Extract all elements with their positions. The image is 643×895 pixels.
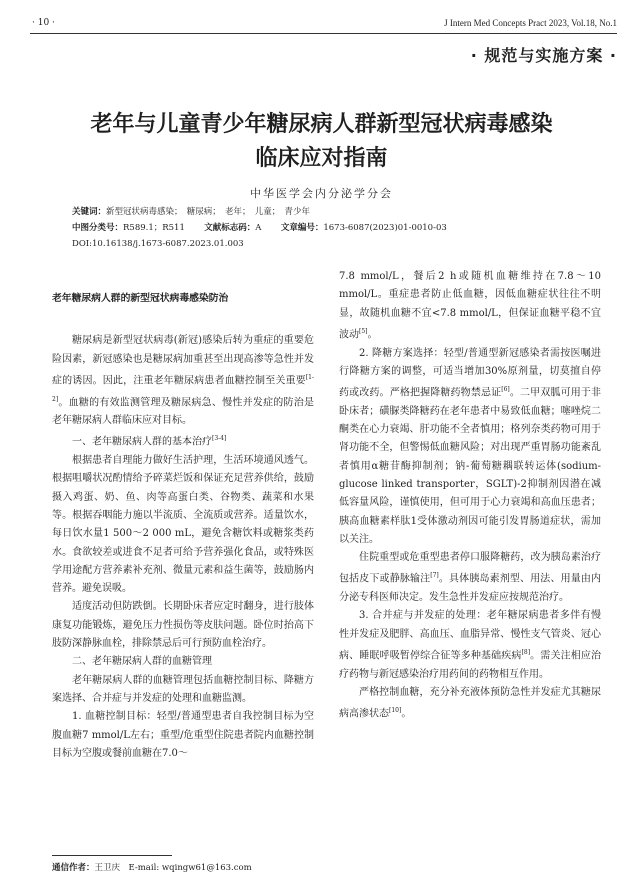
citation-ref: [3-4]	[212, 435, 227, 443]
doc-code: A	[255, 223, 262, 233]
section-tag: · 规范与实施方案 ·	[470, 46, 617, 65]
section-heading: 老年糖尿病人群的新型冠状病毒感染防治	[52, 293, 229, 304]
paragraph-text: 1. 血糖控制目标：轻型/普通型患者自我控制目标为空腹血糖7 mmol/L左右；重型/危重型住院患者院内血糖控制目标为空腹或餐前血糖在7.0～	[52, 711, 314, 759]
article-title	[40, 108, 603, 176]
paragraph-text: 根据患者自理能力做好生活护理，生活环境通风透气。根据咀嚼状况酌情给予碎菜烂饭和保证充足营养供给，鼓励摄入鸡蛋、奶、鱼、肉等高蛋白类、谷物类、蔬菜和水果等。根据吞咽能力施以半流质、全流质或营养。适量饮水，每日饮水量1 500～2 000 mL，避免含糖饮料或糖浆类药水。食欲较差或进食不足者可给予营养强化食品，或特殊医学用途配方营养素补充剂、微量元素和益生菌等，鼓励肠内营养。避免误吸。	[52, 455, 314, 595]
footnote	[52, 861, 252, 873]
page-number: · 10 ·	[32, 18, 55, 28]
paragraph-text: 糖尿病是新型冠状病毒(新冠)感染后转为重症的重要危险因素，新冠感染也是糖尿病加重甚至出现高渗等急性并发症的诱因。因此，注重老年糖尿病患者血糖控制至关重要	[52, 335, 314, 387]
article-no: 1673-6087(2023)01-0010-03	[323, 223, 447, 233]
citation-ref: [5]	[359, 327, 368, 335]
paragraph-text-cont: 。需关注相应治疗药物与新冠感染治疗用药间的药物相互作用。	[339, 650, 602, 680]
doi: DOI:10.16138/j.1673-6087.2023.01.003	[72, 239, 244, 249]
article-no-label: 文章编号：	[280, 223, 324, 233]
paragraph-text: 严格控制血糖，充分补充液体预防急性并发症尤其糖尿病高渗状态	[339, 686, 601, 720]
paragraph-text: 一、老年糖尿病人群的基本治疗	[72, 436, 212, 448]
keywords: 新型冠状病毒感染； 糖尿病； 老年； 儿童； 青少年	[106, 207, 311, 217]
paragraph	[339, 684, 601, 724]
paragraph-text: 老年糖尿病人群的血糖管理包括血糖控制目标、降糖方案选择、合并症与并发症的处理和血糖监测。	[52, 674, 314, 704]
paragraph	[52, 672, 314, 709]
paragraph	[52, 598, 314, 653]
paragraph	[52, 430, 314, 452]
citation-ref: [8]	[521, 648, 531, 656]
classification-row	[72, 220, 447, 236]
header-divider	[30, 33, 617, 34]
paragraph-text-cont: 。	[401, 708, 412, 720]
paragraph	[52, 452, 314, 598]
footnote-label: 通信作者：	[52, 863, 95, 873]
keywords-label: 关键词：	[72, 207, 107, 217]
paragraph	[339, 607, 601, 684]
paragraph-text: 2. 降糖方案选择：轻型/普通型新冠感染者需按医嘱进行降糖方案的调整，可适当增加30%原剂量，切莫擅自停药或改药。严格把握降糖药物禁忌证	[339, 347, 601, 399]
keywords-row	[72, 204, 310, 220]
citation-ref: [1-2]	[52, 373, 314, 403]
right-column	[339, 268, 601, 724]
classification-label: 中图分类号：	[72, 223, 124, 233]
citation-ref: [10]	[389, 707, 402, 715]
title-line-1: 老年与儿童青少年糖尿病人群新型冠状病毒感染	[90, 112, 553, 137]
left-column	[52, 268, 314, 763]
paragraph	[339, 549, 601, 607]
paragraph-text: 住院重型或危重型患者停口服降糖药，改为胰岛素治疗包括皮下或静脉输注	[339, 552, 601, 585]
paragraph-text-cont: 。二甲双胍可用于非卧床者；磺脲类降糖药在老年患者中易致低血糖；噻唑烷二酮类在心力衰竭、肝功能不全者慎用；格列奈类药物可用于肾功能不全，但警惕低血糖风险；对出现严重胃肠功能紊乱者慎用α糖苷酶抑制剂；钠-葡萄糖耦联转运体(sodium-glucose linked transporter，SGLT)-2抑制剂因潜在减低容量风险，谨慎使用，但可用于心力衰竭和高血压患者；胰高血糖素样肽1受体激动剂因可能引发胃肠道症状，需加以关注。	[339, 387, 602, 545]
paragraph	[52, 653, 314, 671]
paragraph-text-cont: 。具体胰岛素剂型、用法、用量由内分泌专科医师决定。发生急性并发症应按规范治疗。	[339, 573, 602, 604]
paragraph-text: 二、老年糖尿病人群的血糖管理	[72, 656, 212, 668]
footnote-text: 王卫庆 E-mail: wqingw61@163.com	[94, 863, 252, 873]
journal-header: J Intern Med Concepts Pract 2023, Vol.18, No.1	[444, 18, 617, 28]
paragraph-text: 7.8 mmol/L，餐后2 h或随机血糖维持在7.8～10 mmol/L。重症患者防止低血糖，因低血糖症状往往不明显，故随机血糖不宜<7.8 mmol/L，但保证血糖平稳不宜波动	[339, 271, 601, 341]
doc-code-label: 文献标志码：	[204, 223, 256, 233]
citation-ref: [6]	[501, 386, 510, 394]
paragraph-text-cont: 。	[367, 329, 378, 341]
paragraph-text: 3. 合并症与并发症的处理：老年糖尿病患者多伴有慢性并发症及肥胖、高血压、血脂异常、慢性支气管炎、冠心病、睡眠呼吸暂停综合征等多种基础疾病	[339, 610, 601, 662]
classification: R589.1；R511	[123, 223, 185, 233]
paragraph	[52, 708, 314, 763]
paragraph-text: 适度活动但防跌倒。长期卧床者应定时翻身，进行肢体康复功能锻炼，避免压力性损伤等皮肤问题。卧位时抬高下肢防深静脉血栓，排除禁忌后可行预防血栓治疗。	[52, 601, 314, 650]
title-line-2: 临床应对指南	[255, 146, 388, 171]
paragraph	[52, 332, 314, 430]
citation-ref: [7]	[430, 572, 439, 580]
paragraph-text-cont: 。血糖的有效监测管理及糖尿病急、慢性并发症的防治是老年糖尿病人群临床应对目标。	[52, 396, 314, 427]
paragraph	[339, 268, 601, 345]
footnote-divider	[52, 855, 172, 856]
paragraph	[339, 345, 601, 550]
author-line: 中华医学会内分泌学分会	[250, 187, 393, 200]
